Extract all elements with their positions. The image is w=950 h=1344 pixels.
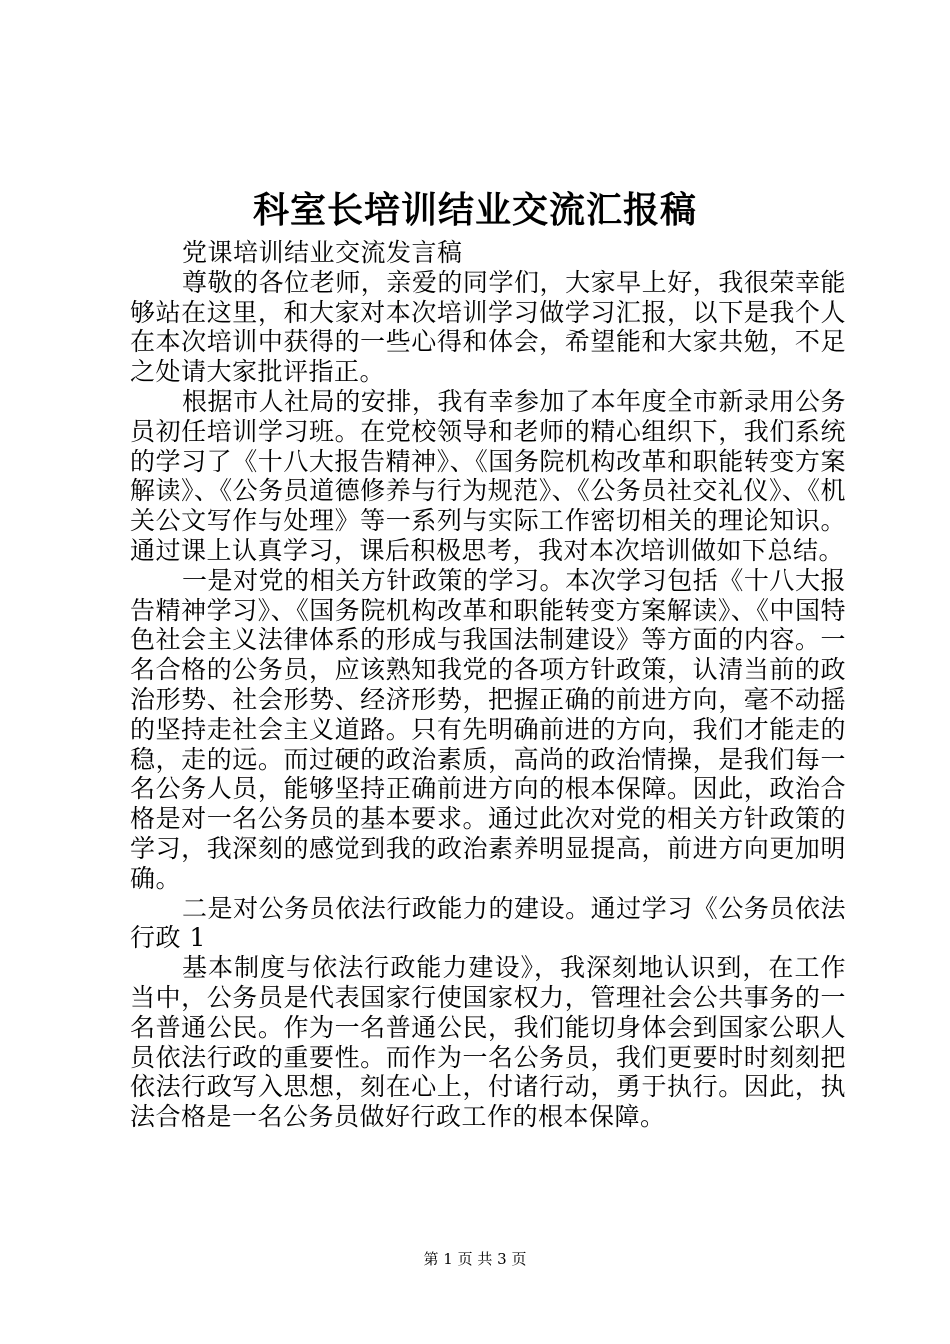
paragraph-point-two: 二是对公务员依法行政能力的建设。通过学习《公务员依法行政 1 [130,893,846,953]
paragraph-point-two-continued: 基本制度与依法行政能力建设》，我深刻地认识到，在工作当中，公务员是代表国家行使国家权力，管理社会公共事务的一名普通公民。作为一名普通公民，我们能切身体会到国家公职人员依法行政的重要性。而作为一名公务员，我们更要时时刻刻把依法行政写入思想，刻在心上，付诸行动，勇于执行。因此，执法合格是一名公务员做好行政工作的根本保障。 [130,953,846,1132]
document-title: 科室长培训结业交流汇报稿 [252,189,697,231]
page-footer: 第 1 页 共 3 页 [423,1250,527,1268]
paragraph-subtitle: 党课培训结业交流发言稿 [182,238,463,267]
document-body [130,238,846,1132]
paragraph-greeting: 尊敬的各位老师，亲爱的同学们，大家早上好，我很荣幸能够站在这里，和大家对本次培训学习做学习汇报，以下是我个人在本次培训中获得的一些心得和体会，希望能和大家共勉，不足之处请大家批评指正。 [130,267,846,387]
paragraph-background: 根据市人社局的安排，我有幸参加了本年度全市新录用公务员初任培训学习班。在党校领导和老师的精心组织下，我们系统的学习了《十八大报告精神》、《国务院机构改革和职能转变方案解读》、《公务员道德修养与行为规范》、《公务员社交礼仪》、《机关公文写作与处理》等一系列与实际工作密切相关的理论知识。通过课上认真学习，课后积极思考，我对本次培训做如下总结。 [130,386,846,565]
paragraph-point-one: 一是对党的相关方针政策的学习。本次学习包括《十八大报告精神学习》、《国务院机构改革和职能转变方案解读》、《中国特色社会主义法律体系的形成与我国法制建设》等方面的内容。一名合格的公务员，应该熟知我党的各项方针政策，认清当前的政治形势、社会形势、经济形势，把握正确的前进方向，毫不动摇的坚持走社会主义道路。只有先明确前进的方向，我们才能走的稳，走的远。而过硬的政治素质，高尚的政治情操，是我们每一名公务人员，能够坚持正确前进方向的根本保障。因此，政治合格是对一名公务员的基本要求。通过此次对党的相关方针政策的学习，我深刻的感觉到我的政治素养明显提高，前进方向更加明确。 [130,565,846,893]
